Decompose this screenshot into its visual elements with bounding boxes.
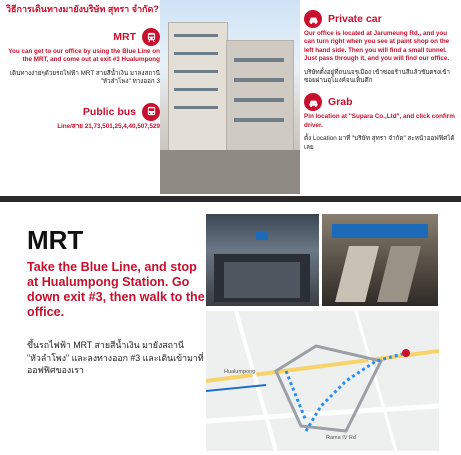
top-title: วิธีการเดินทางมายังบริษัท สุทรา จำกัด? <box>6 4 159 14</box>
car-title: Private car <box>328 13 382 25</box>
grab-description-th: ตั้ง Location มาที่ "บริษัท สุทรา จำกัด" สะหน้าออฟฟิศได้เลย <box>304 135 455 151</box>
mrt-description-en: You can get to our office by using the Blue Line on the MRT, and come out at exit #3 Hualumpong <box>8 48 160 64</box>
mrt-description-th: เดินทางง่ายๆด้วยรถไฟฟ้า MRT สายสีน้ำเงิน มาลงสถานี "หัวลำโพง" ทางออก 3 <box>9 69 160 86</box>
top-section <box>0 0 461 197</box>
station-exterior-photo <box>206 214 319 306</box>
bus-lines: Line/สาย 21,73,501,25,4,40,507,529 <box>57 122 160 130</box>
car-icon <box>304 93 322 111</box>
mrt-instructions-th: ขึ้นรถไฟฟ้า MRT สายสีน้ำเงิน มายังสถานี "หัวลำโพง" และลงทางออก #3 และเดินเข้ามาที่ออฟฟิศของเรา <box>27 340 204 376</box>
grab-description-en: Pin location at "Supara Co.,Ltd", and click confirm driver. <box>304 113 455 129</box>
train-icon <box>142 28 160 46</box>
map-label-road: Rama IV Rd <box>326 435 356 441</box>
car-icon <box>304 10 322 28</box>
right-column <box>304 10 456 152</box>
car-description-th: บริษัทตั้งอยู่ที่ถนนจรุเมือง เข้าซอยร้านสีแล้วขับตรงเข้าซอยผ่านอุโมงค์จนเห็นตึก <box>304 68 450 85</box>
car-header <box>304 10 456 28</box>
station-escalator-photo <box>322 214 438 306</box>
left-column <box>6 28 160 131</box>
map-label-station: Hualumpong <box>224 369 256 375</box>
mrt-header <box>6 28 160 46</box>
mrt-title: MRT <box>113 31 136 43</box>
building-photo <box>160 0 300 194</box>
car-description-en: Our office is located at Jarumeung Rd., and you can turn right when you see at paint shop on the left hand side. Then you will find a small tunnel. Just pass through it, and you will find our office. <box>304 30 450 63</box>
bus-title: Public bus <box>82 105 136 118</box>
route-map <box>206 311 439 451</box>
bus-icon <box>142 103 160 121</box>
grab-header <box>304 93 456 111</box>
mrt-heading: MRT <box>27 225 84 255</box>
mrt-instructions-en: Take the Blue Line, and stop at Hualumpong Station. Go down exit #3, then walk to the office. <box>27 260 205 319</box>
bus-header <box>6 103 160 121</box>
grab-title: Grab <box>328 96 353 109</box>
